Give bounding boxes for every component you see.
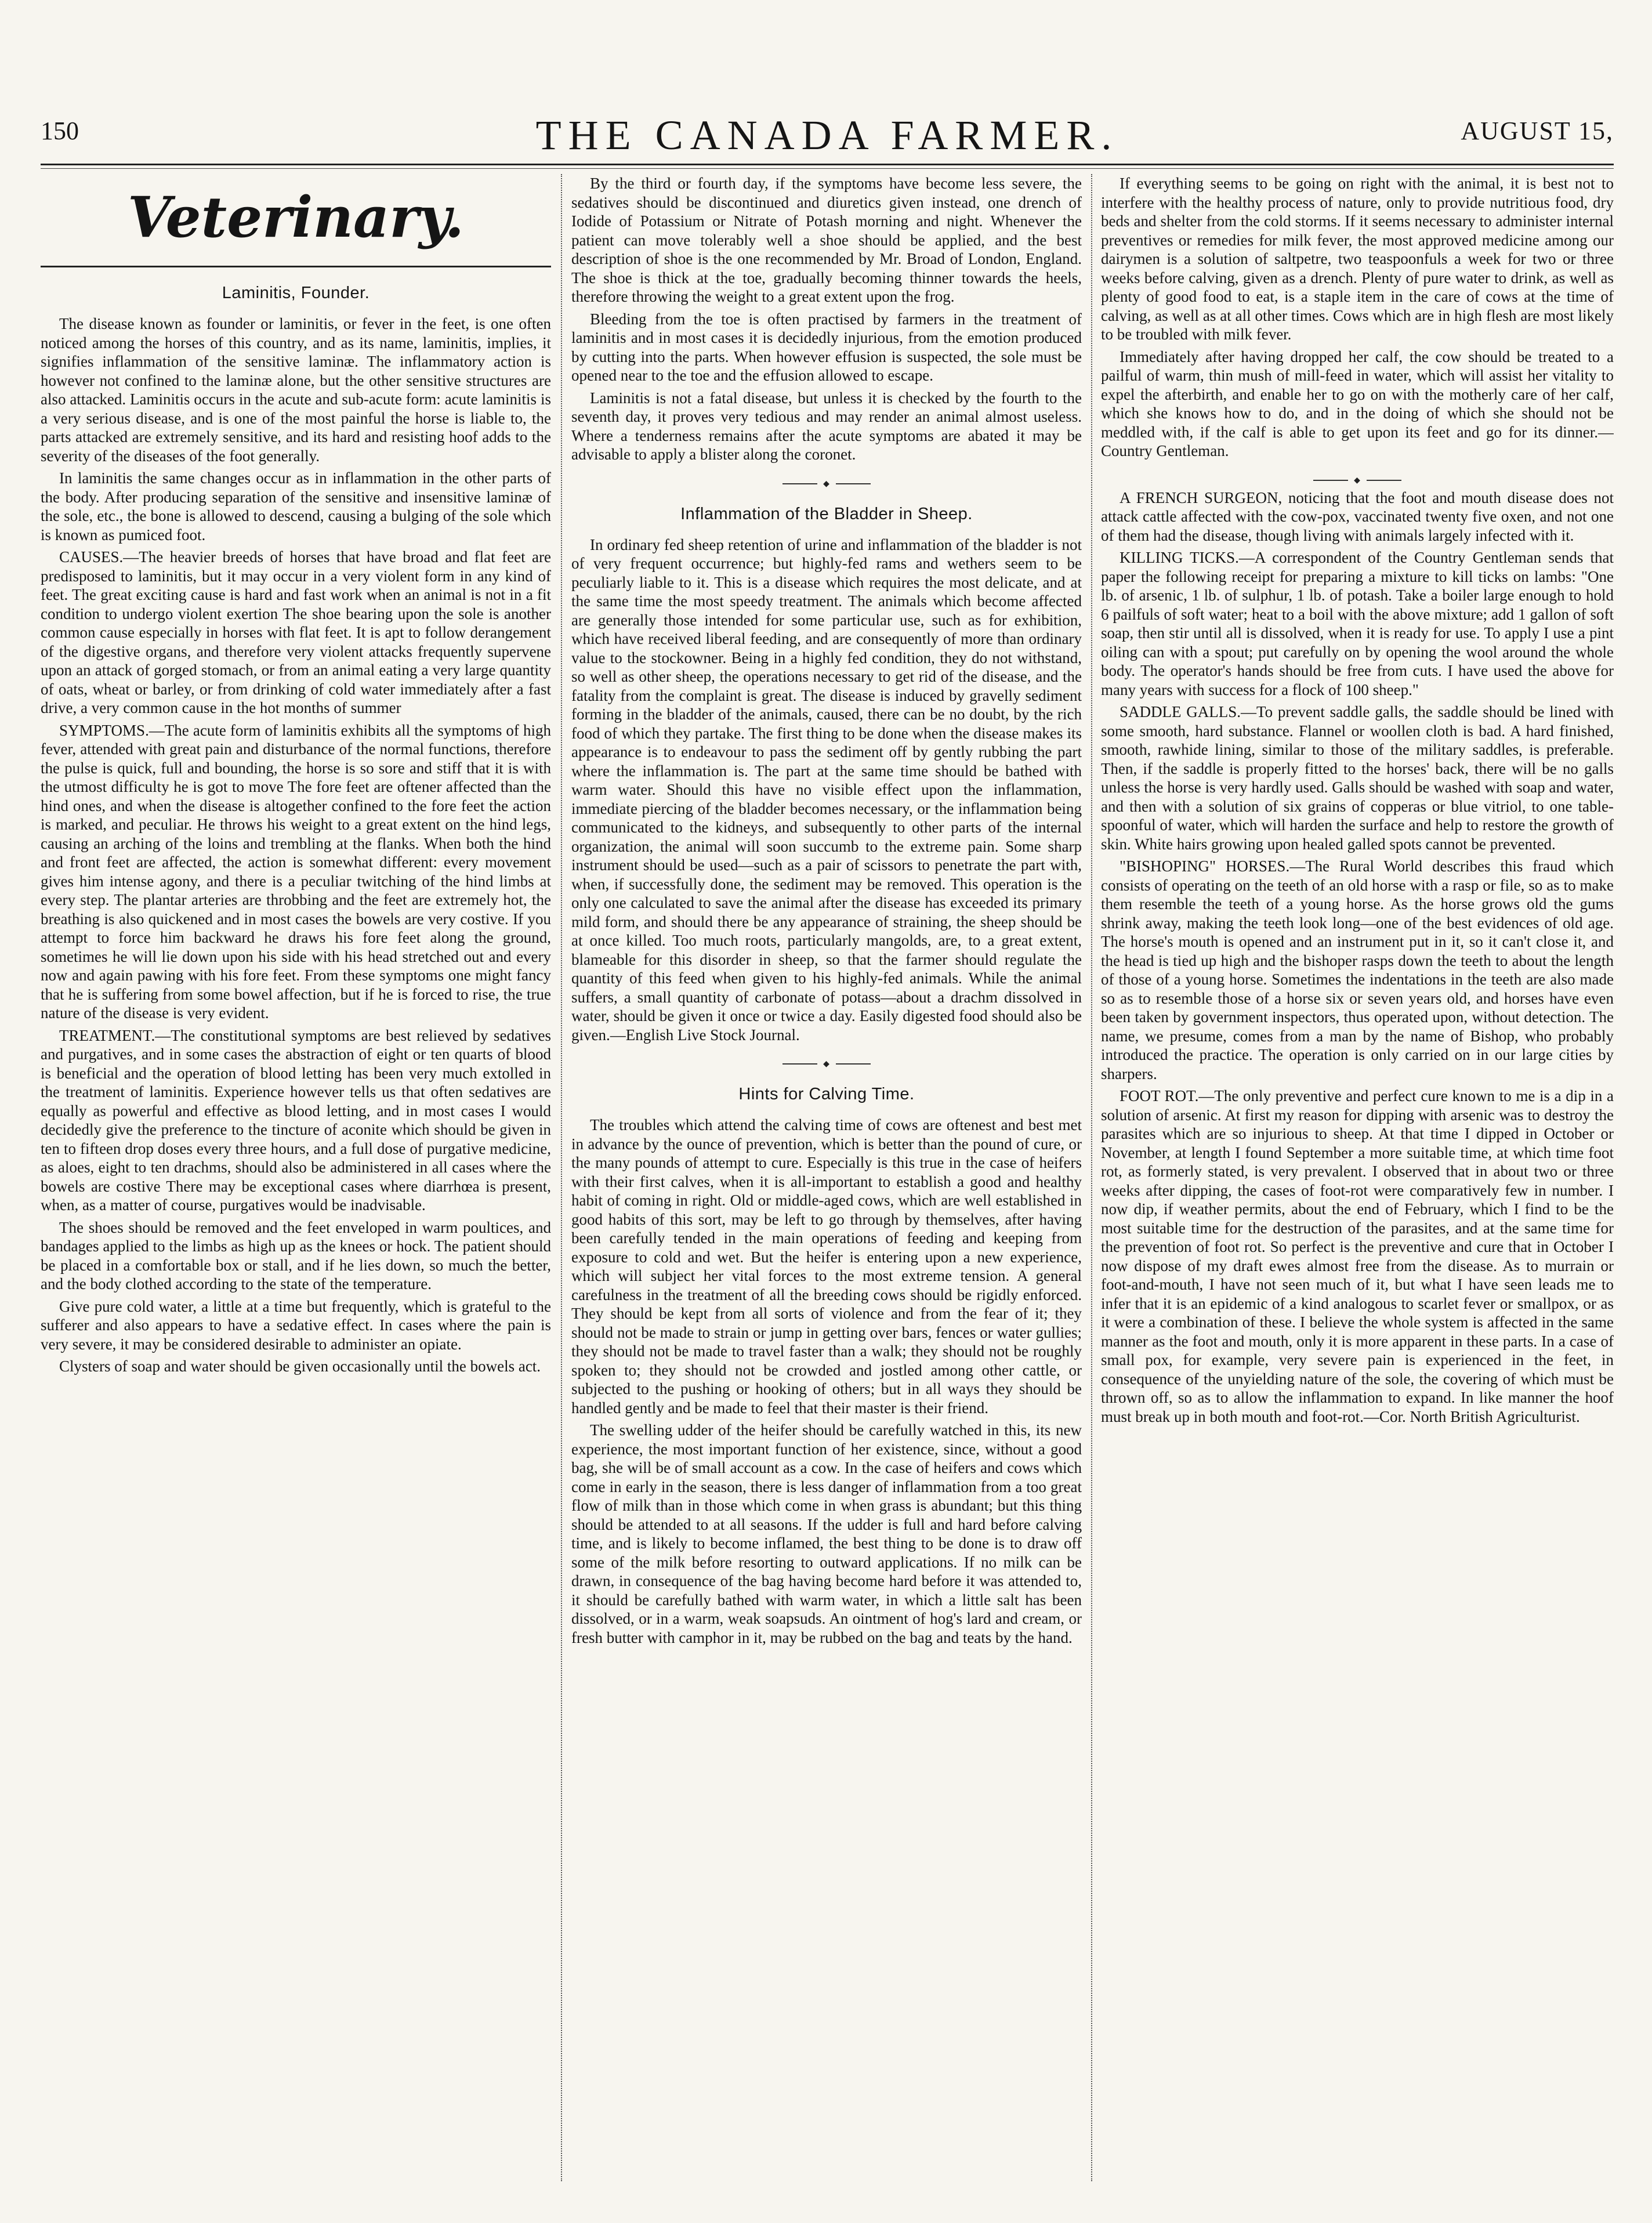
paragraph: If everything seems to be going on right with the animal, it is best not to interfere with the healthy process of nature, only to provide nutritious food, dry beds and shelter from the cold storms. If it seems necessary to administer internal preventives or remedies for milk fever, the most approved medicine among our dairymen is a solution of saltpetre, two teaspoonfuls a week for two or three weeks before calving, given as a drench. Plenty of pure water to drink, as well as plenty of good food to eat, is a staple item in the care of cows at the time of calving, as well as at all other times. Cows which are in high flesh are most likely to be troubled with milk fever. — [1101, 175, 1614, 343]
news-note: "BISHOPING" HORSES.—The Rural World describes this fraud which consists of operating on the teeth of an old horse with a rasp or file, so as to make them resemble the teeth of a young horse. As the horse grows old the gums shrink away, making the teeth look long—one of the best evidences of old age. The horse's mouth is opened and an instrument put in it, so it can't close it, and the head is tied up high and the bishoper rasps down the teeth to about the length of those of a young horse. Sometimes the indentations in the teeth are also made so as to resemble those of a horse six or seven years old, and horses have even been taken by government inspectors, thus operated upon, without detection. The name, we presume, comes from a man by the name of Bishop, who probably introduced the practice. The operation is only carried on in our large cities by sharpers. — [1101, 857, 1614, 1082]
news-note: A FRENCH SURGEON, noticing that the foot and mouth disease does not attack cattle affected with the cow-pox, vaccinated twenty five oxen, and not one of them had the disease, though living with animals largely infected with it. — [1101, 488, 1614, 544]
header-rule-thin — [41, 168, 1614, 169]
column-separator — [1091, 174, 1092, 2181]
page-header — [41, 112, 1614, 158]
page-number: 150 — [41, 117, 79, 145]
paragraph: The troubles which attend the calving time of cows are oftenest and best met in advance by the ounce of prevention, which is better than the pound of cure, or the many pounds of attempt to cure. Especially is this true in the case of heifers with their first calves, when it is all-important to establish a good and healthy habit of coming in right. Old or middle-aged cows, which are well established in good habits of this sort, may be left to go through by themselves, after having been carefully tended in the main operations of feeding and keeping from exposure to cold and wet. But the heifer is entering upon a new experience, which will subject her vital forces to the most extreme tension. A general carefulness in the treatment of all the breeding cows should be rigidly enforced. They should be kept from all sorts of violence and from the fear of it; they should not be made to strain or jump in getting over bars, fences or water gullies; they should not be made to travel faster than a walk; they should not be roughly spoken to; they should not be crowded and jostled among other cattle, or subjected to the pushing or hooking of others; but in all ways they should be handled gently and be made to feel that their master is their friend. — [571, 1116, 1082, 1417]
article-title-bladder: Inflammation of the Bladder in Sheep. — [680, 504, 973, 523]
column-1 — [41, 174, 551, 2181]
article-title-laminitis: Laminitis, Founder. — [222, 284, 370, 302]
paragraph: SYMPTOMS.—The acute form of laminitis exhibits all the symptoms of high fever, attended with great pain and disturbance of the normal functions, therefore the pulse is quick, full and bounding, the horse is so sore and stiff that it is with the utmost difficulty he is got to move The fore feet are oftener affected than the hind ones, and when the disease is altogether confined to the fore feet the action is marked, and peculiar. He throws his weight to a great extent on the hind legs, causing an arching of the loins and trembling at the flanks. When both the hind and front feet are affected, the action is somewhat different: every movement gives him intense agony, and there is a peculiar twitching of the hind limbs at every step. The plantar arteries are throbbing and the feet are extremely hot, the breathing is also quickened and in most cases the bowels are very costive. If you attempt to force him backward he draws his fore feet along the ground, sometimes he will lie down upon his side with his head stretched out and every now and again pawing with his fore feet. From these symptoms one might fancy that he is suffering from some bowel affection, but if he is forced to rise, the true nature of the disease is very evident. — [41, 721, 551, 1022]
issue-date: AUGUST 15, — [1461, 117, 1614, 145]
paragraph: The swelling udder of the heifer should be carefully watched in this, its new experience, the most important function of her existence, since, without a good bag, she will be of small account as a cow. In the case of heifers and cows which come in early in the season, there is less danger of inflammation from a too great flow of milk than in those which come in when grass is abundant; but this thing should be attended to at all seasons. If the udder is full and hard before calving time, and is likely to become inflamed, the best thing to be done is to draw off some of the milk before resorting to outward applications. If no milk can be drawn, in consequence of the bag having become hard before it was attended to, it should be carefully bathed with warm water, in which a little salt has been dissolved, or in a warm, weak soapsuds. An ointment of hog's lard and cream, or fresh butter with camphor in it, may be rubbed on the bag and teats by the hand. — [571, 1421, 1082, 1646]
article-title-calving: Hints for Calving Time. — [738, 1085, 915, 1103]
paragraph: Laminitis is not a fatal disease, but unless it is checked by the fourth to the seventh day, it proves very tedious and may render an animal almost useless. Where a tenderness remains after the acute symptoms are abated it may be advisable to apply a blister along the coronet. — [571, 389, 1082, 463]
header-rule — [41, 164, 1614, 165]
column-separator — [561, 174, 562, 2181]
paragraph: In laminitis the same changes occur as in inflammation in the other parts of the body. After producing separation of the sensitive and insensitive laminæ of the sole, etc., the bone is allowed to descend, causing a bulging of the sole which is known as pumiced foot. — [41, 469, 551, 544]
paragraph: CAUSES.—The heavier breeds of horses that have broad and flat feet are predisposed to laminitis, but it may occur in a very violent form in any kind of feet. The great exciting cause is hard and fast work when an animal is not in a fit condition to undergo violent exertion The shoe bearing upon the sole is another common cause especially in horses with flat feet. It is apt to follow derangement of the digestive organs, and therefore very violent attacks frequently supervene upon an attack of gorged stomach, or from an animal eating a very large quantity of oats, wheat or barley, or from drinking of cold water immediately after a fast drive, a very common cause in the hot months of summer — [41, 548, 551, 716]
news-note: FOOT ROT.—The only preventive and perfect cure known to me is a dip in a solution of arsenic. At first my reason for dipping with arsenic was to destroy the parasites which are so injurious to sheep. At that time I dipped in October or November, at length I found September a more suitable time, at which time foot rot, as formerly stated, is very prevalent. I observed that in about two or three weeks after dipping, the cases of foot-rot were comparatively few in number. I now dip, if weather permits, about the end of February, which I find to be the most suitable time for the destruction of the parasites, and at the same time for the prevention of foot rot. So perfect is the preventive and cure that in October I now dispose of my draft ewes almost free from the disease. As to murrain or foot-and-mouth, I have not seen much of it, but what I have seen leads me to infer that it is an epidemic of a kind analogous to scarlet fever or smallpox, or as it were a combination of these. I believe the whole system is affected in the same manner as the foot and mouth, only it is more apparent in these parts. In a case of small pox, for example, very severe pain is experienced in the feet, in consequence of the unyielding nature of the sole, the covering of which must be thrown off, so as to allow the inflammation to expand. In like manner the hoof must break up in both mouth and foot-rot.—Cor. North British Agriculturist. — [1101, 1087, 1614, 1425]
news-note: KILLING TICKS.—A correspondent of the Country Gentleman sends that paper the following receipt for preparing a mixture to kill ticks on lambs: "One lb. of arsenic, 1 lb. of sulphur, 1 lb. of potash. Take a boiler large enough to hold 6 pailfuls of soft water; heat to a boil with the above mixture; add 1 gallon of soft soap, then stir until all is dissolved, when it is ready for use. To apply I use a pint oiling can with a spout; put carefully on by opening the wool around the whole body. The operator's hands should be free from cuts. I have used the above for many years with success for a flock of 100 sheep." — [1101, 549, 1614, 698]
article-divider: ◆ — [1101, 476, 1614, 485]
news-note: SADDLE GALLS.—To prevent saddle galls, the saddle should be lined with some smooth, hard substance. Flannel or woollen cloth is bad. A hard finished, smooth, rawhide lining, similar to those of the military saddles, is preferable. Then, if the saddle is properly fitted to the horses' back, there will be no galls unless the horse is very hardly used. Galls should be washed with soap and water, and then with a solution of six grains of copperas or blue vitriol, to one table-spoonful of water, which will harden the surface and help to restore the growth of skin. White hairs growing upon healed galled spots cannot be prevented. — [1101, 703, 1614, 853]
paragraph: Clysters of soap and water should be given occasionally until the bowels act. — [59, 1357, 541, 1375]
section-heading: Veterinary. — [128, 184, 464, 250]
section-rule — [41, 266, 551, 267]
paragraph: The shoes should be removed and the feet enveloped in warm poultices, and bandages applied to the limbs as high up as the knees or hock. The patient should be placed in a comfortable box or stall, and if he lies down, so much the better, and the body clothed according to the state of the temperature. — [41, 1218, 551, 1292]
paragraph: By the third or fourth day, if the symptoms have become less severe, the sedatives should be discontinued and diuretics given instead, one drench of Iodide of Potassium or Nitrate of Potash morning and night. Whenever the patient can move tolerably well a shoe should be applied, and the best description of shoe is the one recommended by Mr. Broad of London, England. The shoe is thick at the toe, gradually becoming thinner towards the heels, therefore throwing the weight to a great extent upon the frog. — [571, 175, 1082, 305]
paragraph: Give pure cold water, a little at a time but frequently, which is grateful to the sufferer and also appears to have a sedative effect. In cases where the pain is very severe, it may be considered desirable to administer an opiate. — [41, 1297, 551, 1353]
paragraph: Bleeding from the toe is often practised by farmers in the treatment of laminitis and in most cases it is decidedly injurious, from the emotion produced by cutting into the parts. When however effusion is suspected, the sole must be opened near to the toe and the effusion allowed to escape. — [571, 310, 1082, 384]
paragraph: In ordinary fed sheep retention of urine and inflammation of the bladder is not of very frequent occurrence; but highly-fed rams and wethers seem to be peculiarly liable to it. This is a disease which requires the most delicate, and at the same time the most speedy treatment. The animals which become affected are generally those intended for some particular use, such as for exhibition, which have received liberal feeding, and are consequently of more than ordinary value to the stockowner. Being in a highly fed condition, they do not withstand, so well as other sheep, the operations necessary to get rid of the disease, and the fatality from the complaint is great. The disease is induced by gravelly sediment forming in the bladder of the animals, caused, there can be no doubt, by the rich food of which they partake. The first thing to be done when the disease makes its appearance is to endeavour to pass the sediment off by gently rubbing the part where the inflammation is. The part at the same time should be bathed with warm water. Should this have no visible effect upon the inflammation, immediate piercing of the bladder becomes necessary, or the inflammation being communicated to the kidneys, and subsequently to other parts of the internal organization, the animal will soon succumb to the extreme pain. Some sharp instrument should be used—such as a pair of scissors to penetrate the part with, when, if successfully done, the sediment may be removed. This operation is the only one calculated to save the animal after the disease has exceeded its primary mild form, and should there be any appearance of straining, the sheep should be at once killed. Too much roots, particularly mangolds, are, to a great extent, blameable for this disorder in sheep, so that the farmer should regulate the quantity of this feed when given to his highly-fed animals. While the animal suffers, a small quantity of carbonate of potass—about a drachm dissolved in water, should be given it once or twice a day. Easily digested food should also be given.—English Live Stock Journal. — [571, 535, 1082, 1044]
paragraph: Immediately after having dropped her calf, the cow should be treated to a pailful of warm, thin mush of mill-feed in water, which will assist her vitality to expel the afterbirth, and enable her to go on with the motherly care of her calf, which she knows how to do, and in the doing of which she should not be meddled with, if the calf is able to get upon its feet and go for its dinner.—Country Gentleman. — [1101, 347, 1614, 459]
column-3 — [1101, 174, 1614, 2181]
paragraph: The disease known as founder or laminitis, or fever in the feet, is one often noticed among the horses of this country, and as its name, laminitis, implies, it signifies inflammation of the sensitive laminæ. The inflammatory action is however not confined to the laminæ alone, but the other sensitive structures are also attacked. Laminitis occurs in the acute and sub-acute form: acute laminitis is a very serious disease, and is one of the most painful the horse is liable to, the parts attacked are extremely sensitive, and its hard and resisting hoof adds to the severity of the diseases of the foot generally. — [41, 315, 551, 465]
paragraph: TREATMENT.—The constitutional symptoms are best relieved by sedatives and purgatives, and in some cases the abstraction of eight or ten quarts of blood is beneficial and the operation of blood letting has been very much extolled in the treatment of laminitis. Experience however tells us that often sedatives are equally as powerful and effective as blood letting, and in most cases I would decidedly give the preference to the tincture of aconite which should be given in ten to fifteen drop doses every three hours, and a full dose of purgative medicine, as aloes, eight to ten drachms, should also be administered in all cases where the bowels are costive There may be exceptional cases where diarrhœa is present, when, as a matter of course, purgatives would be inadvisable. — [41, 1026, 551, 1214]
article-divider: ◆ — [571, 1059, 1082, 1069]
column-2 — [571, 174, 1082, 2181]
article-divider: ◆ — [571, 479, 1082, 488]
paper-title: THE CANADA FARMER. — [535, 112, 1119, 158]
